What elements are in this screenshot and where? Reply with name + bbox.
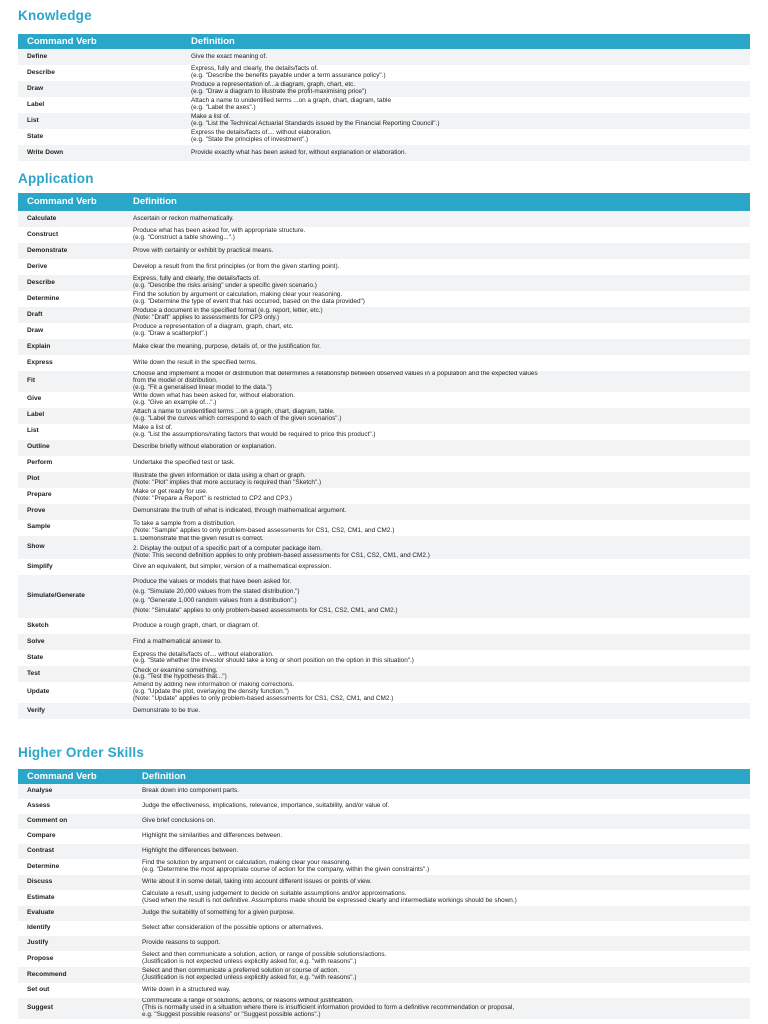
definition: [124, 371, 750, 392]
command-verb: Propose: [18, 951, 133, 967]
definition-line: To take a sample from a distribution.: [133, 519, 236, 527]
definition: [124, 392, 750, 408]
definition: [182, 113, 750, 129]
application-section: [18, 171, 750, 719]
knowledge-header-definition: Definition: [182, 34, 750, 49]
table-row: [18, 504, 750, 520]
definition-line: Select and then communicate a solution, action, or range of possible solutions/actions.: [142, 951, 387, 959]
definition-line: (Justification is not expected unless explicitly asked for, e.g. "with reasons".): [142, 974, 357, 981]
definition-line: Select and then communicate a preferred solution or course of action.: [142, 967, 340, 975]
definition: [124, 682, 750, 703]
table-row: [18, 392, 750, 408]
definition: [124, 291, 750, 307]
definition-line: Calculate a result, using judgement to decide on suitable assumptions and/or approximations.: [142, 890, 407, 898]
definition: [133, 906, 750, 921]
definition-line: Judge the suitability of something for a given purpose.: [142, 909, 295, 917]
definition-line: Choose and implement a model or distribution that determines a relationship between observed values in a population and the expected values: [133, 371, 538, 377]
definition: [133, 799, 750, 814]
command-verb: Give: [18, 392, 124, 408]
definition-line: (e.g. "Construct a table showing...".): [133, 234, 235, 241]
table-row: [18, 829, 750, 844]
definition-line: Write down what has been asked for, without elaboration.: [133, 391, 295, 399]
definition-line: from the model or distribution.: [133, 376, 218, 384]
definition-line: (Note: "Plot" implies that more accuracy is required than "Sketch".): [133, 478, 322, 486]
table-row: [18, 371, 750, 392]
definition: [124, 211, 750, 227]
definition-line: Attach a name to unidentified terms ...on a graph, chart, diagram, table: [191, 97, 391, 105]
definition-line: (Note: "Update" applies to only problem-based assessments for CS1, CS2, CM1, and CM2.): [133, 695, 394, 703]
command-verb: Identify: [18, 921, 133, 936]
definition: [133, 890, 750, 906]
definition-line: (Used when the result is not definitive. Assumptions made should be expressed clearly and intermediate workings should be shown.): [142, 897, 517, 904]
table-row: [18, 49, 750, 65]
table-row: [18, 211, 750, 227]
definition: [124, 307, 750, 323]
definition: [133, 875, 750, 890]
command-verb: Set out: [18, 983, 133, 998]
definition: [124, 666, 750, 682]
definition-line: (e.g. "State the principles of investment".): [191, 136, 309, 143]
definition-line: Make or get ready for use.: [133, 487, 208, 495]
definition-line: (e.g. "Test the hypothesis that..."): [133, 673, 227, 681]
table-row: [18, 227, 750, 243]
definition: [124, 227, 750, 243]
definition-line: 1. Demonstrate that the given result is correct.: [133, 535, 264, 542]
application-table-body: [18, 211, 750, 719]
definition: [133, 844, 750, 859]
command-verb: Calculate: [18, 211, 124, 227]
table-row: [18, 875, 750, 890]
definition-line: (Note: "Sample" applies to only problem-based assessments for CS1, CS2, CM1, and CM2.): [133, 526, 395, 534]
definition: [133, 936, 750, 951]
definition: [124, 472, 750, 488]
definition-line: Express the details/facts of.... without elaboration.: [133, 650, 274, 658]
definition-line: (This is normally used in a situation where there is insufficient information provided to form a definitive recommendation or proposal,: [142, 1003, 515, 1011]
definition-line: Produce a representation of a diagram, graph, chart, etc.: [133, 323, 294, 331]
definition-line: Express, fully and clearly, the details/facts of.: [191, 65, 319, 73]
definition-line: Write down in a structured way.: [142, 986, 231, 994]
definition-line: Produce a document in the specified format (e.g. report, letter, etc.): [133, 307, 323, 315]
table-row: [18, 113, 750, 129]
table-row: [18, 951, 750, 967]
command-verb: Fit: [18, 371, 124, 392]
table-row: [18, 129, 750, 145]
table-row: [18, 650, 750, 666]
table-row: [18, 323, 750, 339]
definition-line: (e.g. "Describe the benefits payable under a term assurance policy".): [191, 72, 386, 79]
table-row: [18, 472, 750, 488]
definition-line: Break down into component parts.: [142, 787, 239, 795]
definition: [124, 275, 750, 291]
definition: [124, 536, 750, 560]
command-verb: Justify: [18, 936, 133, 951]
definition: [124, 618, 750, 634]
command-verb: Write Down: [18, 145, 182, 161]
definition-line: Amend by adding new information or making corrections.: [133, 682, 295, 689]
higher-order-section: [18, 745, 750, 1019]
definition-line: Find the solution by argument or calculation, making clear your reasoning.: [133, 291, 343, 299]
command-verb: Outline: [18, 440, 124, 456]
table-row: [18, 81, 750, 97]
command-verb: Prepare: [18, 488, 124, 504]
definition-line: Illustrate the given information or data using a chart or graph.: [133, 471, 306, 479]
table-row: [18, 906, 750, 921]
definition: [133, 951, 750, 967]
command-verb: Label: [18, 97, 182, 113]
higher-order-table: [18, 769, 750, 1019]
definition: [133, 859, 750, 875]
definition-line: Produce a rough graph, chart, or diagram of.: [133, 621, 260, 629]
command-verb: Construct: [18, 227, 124, 243]
command-verb: Recommend: [18, 967, 133, 983]
definition: [124, 634, 750, 650]
command-verb: Solve: [18, 634, 124, 650]
definition: [133, 784, 750, 799]
definition-line: (Note: "Draft" applies to assessments for CP3 only.): [133, 314, 280, 321]
definition: [124, 520, 750, 536]
command-verb: Plot: [18, 472, 124, 488]
command-verb: Simulate/Generate: [18, 575, 124, 618]
definition: [133, 983, 750, 998]
table-row: [18, 682, 750, 703]
higher-order-title: Higher Order Skills: [18, 745, 145, 760]
table-row: [18, 703, 750, 719]
command-verb: Comment on: [18, 814, 133, 829]
command-verb: Describe: [18, 275, 124, 291]
table-row: [18, 488, 750, 504]
application-table: [18, 193, 750, 719]
definition: [124, 323, 750, 339]
definition-line: (e.g. "Simulate 20,000 values from the stated distribution."): [133, 587, 300, 595]
definition-line: Give an equivalent, but simpler, version of a mathematical expression.: [133, 562, 332, 570]
table-row: [18, 355, 750, 371]
definition-line: Communicate a range of solutions, actions, or reasons without justification.: [142, 998, 354, 1004]
table-row: [18, 559, 750, 575]
knowledge-table: [18, 34, 750, 161]
table-row: [18, 275, 750, 291]
command-verb: Verify: [18, 703, 124, 719]
definition: [124, 440, 750, 456]
definition-line: Highlight the differences between.: [142, 847, 239, 855]
definition-line: (e.g. "Draw a scatterplot".): [133, 330, 208, 337]
definition: [124, 456, 750, 472]
definition-line: (Note: "Prepare a Report" is restricted to CP2 and CP3.): [133, 494, 293, 502]
table-row: [18, 440, 750, 456]
definition: [182, 97, 750, 113]
definition-line: (e.g. "Fit a generalised linear model to the data."): [133, 383, 272, 391]
definition: [124, 504, 750, 520]
table-row: [18, 575, 750, 618]
definition: [182, 145, 750, 161]
definition: [124, 650, 750, 666]
command-verb: Test: [18, 666, 124, 682]
command-verb: State: [18, 650, 124, 666]
table-row: [18, 243, 750, 259]
command-verb: Simplify: [18, 559, 124, 575]
definition-line: (e.g. "Determine the most appropriate course of action for the company, within the given constraints".): [142, 866, 430, 873]
definition: [124, 488, 750, 504]
command-verb: Assess: [18, 799, 133, 814]
definition: [133, 921, 750, 936]
definition: [182, 81, 750, 97]
command-verb: Draw: [18, 323, 124, 339]
command-verb: Sketch: [18, 618, 124, 634]
table-row: [18, 408, 750, 424]
command-verb: Discuss: [18, 875, 133, 890]
definition-line: (e.g. "Determine the type of event that has occurred, based on the data provided"): [133, 298, 365, 305]
table-row: [18, 844, 750, 859]
table-row: [18, 890, 750, 906]
command-verb: Suggest: [18, 998, 133, 1019]
definition-line: Make a list of.: [191, 113, 231, 121]
definition-line: Develop a result from the first principles (or from the given starting point).: [133, 262, 340, 270]
definition-line: Demonstrate the truth of what is indicated, through mathematical argument.: [133, 507, 347, 515]
command-verb: Compare: [18, 829, 133, 844]
definition-line: Demonstrate to be true.: [133, 706, 201, 714]
command-verb: Express: [18, 355, 124, 371]
table-row: [18, 859, 750, 875]
table-row: [18, 97, 750, 113]
command-verb: Evaluate: [18, 906, 133, 921]
table-row: [18, 520, 750, 536]
definition-line: e.g. "Suggest possible reasons" or "Suggest possible actions".): [142, 1010, 321, 1018]
definition-line: Make a list of.: [133, 423, 173, 431]
definition-line: Find a mathematical answer to.: [133, 637, 222, 645]
table-row: [18, 456, 750, 472]
definition-line: 2. Display the output of a specific part of a computer package item.: [133, 544, 322, 552]
definition-line: Check or examine something.: [133, 666, 218, 674]
command-verb: Analyse: [18, 784, 133, 799]
command-verb: Draft: [18, 307, 124, 323]
definition: [182, 49, 750, 65]
definition: [124, 703, 750, 719]
definition-line: Select after consideration of the possible options or alternatives.: [142, 924, 324, 932]
definition-line: Give brief conclusions on.: [142, 817, 216, 825]
table-row: [18, 983, 750, 998]
command-verb: Estimate: [18, 890, 133, 906]
command-verb: Derive: [18, 259, 124, 275]
definition-line: (e.g. "Update the plot, overlaying the density function."): [133, 688, 289, 696]
command-verb: State: [18, 129, 182, 145]
table-row: [18, 666, 750, 682]
definition-line: Produce a representation of...a diagram, graph, chart, etc.: [191, 81, 356, 89]
definition-line: (e.g. "Label the axes".): [191, 104, 256, 111]
definition-line: Make clear the meaning, purpose, details of, or the justification for.: [133, 342, 321, 350]
table-row: [18, 814, 750, 829]
table-row: [18, 936, 750, 951]
definition-line: (e.g. "State whether the investor should take a long or short position on the option in this situation".): [133, 657, 414, 665]
table-row: [18, 65, 750, 81]
table-row: [18, 618, 750, 634]
definition-line: Describe briefly without elaboration or explanation.: [133, 443, 277, 451]
definition: [182, 65, 750, 81]
definition: [124, 339, 750, 355]
knowledge-section: [18, 8, 750, 161]
definition-line: Write about it in some detail, taking into account different issues or points of view.: [142, 878, 372, 886]
command-verb: Explain: [18, 339, 124, 355]
definition-line: Produce the values or models that have been asked for.: [133, 577, 292, 585]
definition-line: (e.g. "Describe the risks arising" under a specific given scenario.): [133, 282, 317, 289]
definition-line: Provide reasons to support.: [142, 939, 221, 947]
table-row: [18, 967, 750, 983]
command-verb: Define: [18, 49, 182, 65]
command-verb: Prove: [18, 504, 124, 520]
definition-line: (Justification is not expected unless explicitly asked for, e.g. "with reasons".): [142, 958, 357, 965]
definition-line: (Note: "Simulate" applies to only problem-based assessments for CS1, CS2, CM1, and CM2.): [133, 607, 398, 615]
definition-line: Write down the result in the specified terms.: [133, 358, 257, 366]
definition-line: Judge the effectiveness, implications, relevance, importance, suitability, and/or value of.: [142, 802, 390, 810]
definition: [124, 575, 750, 618]
definition-line: (e.g. "Generate 1,000 random values from a distribution".): [133, 597, 297, 605]
table-row: [18, 291, 750, 307]
command-verb: Determine: [18, 291, 124, 307]
definition-line: Express the details/facts of.... without elaboration.: [191, 129, 332, 137]
definition-line: Undertake the specified test or task.: [133, 459, 235, 467]
command-verb: Describe: [18, 65, 182, 81]
command-verb: Draw: [18, 81, 182, 97]
definition-line: (e.g. "Give an example of...".): [133, 398, 217, 406]
definition-line: (e.g. "List the assumptions/rating factors that would be required to price this product".): [133, 430, 376, 438]
command-verb: List: [18, 424, 124, 440]
definition-line: Find the solution by argument or calculation, making clear your reasoning.: [142, 859, 352, 867]
table-row: [18, 784, 750, 799]
table-row: [18, 339, 750, 355]
definition-line: (e.g. "List the Technical Actuarial Standards issued by the Financial Reporting Council".): [191, 120, 440, 127]
definition-line: (e.g. "Label the curves which correspond to each of the given scenarios".): [133, 414, 342, 422]
definition-line: Attach a name to unidentified terms ...on a graph, chart, diagram, table.: [133, 407, 335, 415]
command-verb: Perform: [18, 456, 124, 472]
definition: [124, 408, 750, 424]
table-row: [18, 634, 750, 650]
definition: [133, 967, 750, 983]
definition: [124, 243, 750, 259]
table-row: [18, 536, 750, 560]
table-row: [18, 424, 750, 440]
definition: [124, 259, 750, 275]
table-row: [18, 145, 750, 161]
definition: [124, 424, 750, 440]
higher-order-table-body: [18, 784, 750, 1019]
table-row: [18, 259, 750, 275]
command-verb: Label: [18, 408, 124, 424]
definition: [133, 829, 750, 844]
higher-order-header-definition: Definition: [133, 769, 750, 784]
command-verb: List: [18, 113, 182, 129]
command-verb: Demonstrate: [18, 243, 124, 259]
definition: [124, 559, 750, 575]
definition-line: (e.g. "Draw a diagram to illustrate the profit-maximising price"): [191, 88, 367, 95]
definition-line: (Note: This second definition applies to only problem-based assessments for CS1, CS2, CM1, and CM2.): [133, 551, 430, 559]
definition-line: Express, fully and clearly, the details/facts of.: [133, 275, 261, 283]
definition: [133, 998, 750, 1019]
table-row: [18, 998, 750, 1019]
definition-line: Highlight the similarities and differences between.: [142, 832, 283, 840]
command-verb: Determine: [18, 859, 133, 875]
table-row: [18, 307, 750, 323]
command-verb: Sample: [18, 520, 124, 536]
definition-line: Give the exact meaning of.: [191, 52, 268, 60]
definition-line: Prove with certainty or exhibit by practical means.: [133, 246, 274, 254]
application-header-verb: Command Verb: [18, 193, 124, 211]
table-row: [18, 799, 750, 814]
definition-line: Ascertain or reckon mathematically.: [133, 214, 234, 222]
definition-line: Provide exactly what has been asked for, without explanation or elaboration.: [191, 148, 407, 156]
definition: [133, 814, 750, 829]
knowledge-table-body: [18, 49, 750, 161]
table-row: [18, 921, 750, 936]
definition: [182, 129, 750, 145]
command-verb: Contrast: [18, 844, 133, 859]
higher-order-header-verb: Command Verb: [18, 769, 133, 784]
knowledge-header-verb: Command Verb: [18, 34, 182, 49]
definition-line: Produce what has been asked for, with appropriate structure.: [133, 227, 306, 235]
application-header-definition: Definition: [124, 193, 750, 211]
command-verb: Show: [18, 536, 124, 560]
definition: [124, 355, 750, 371]
application-title: Application: [18, 171, 94, 186]
command-verb: Update: [18, 682, 124, 703]
knowledge-title: Knowledge: [18, 8, 92, 23]
